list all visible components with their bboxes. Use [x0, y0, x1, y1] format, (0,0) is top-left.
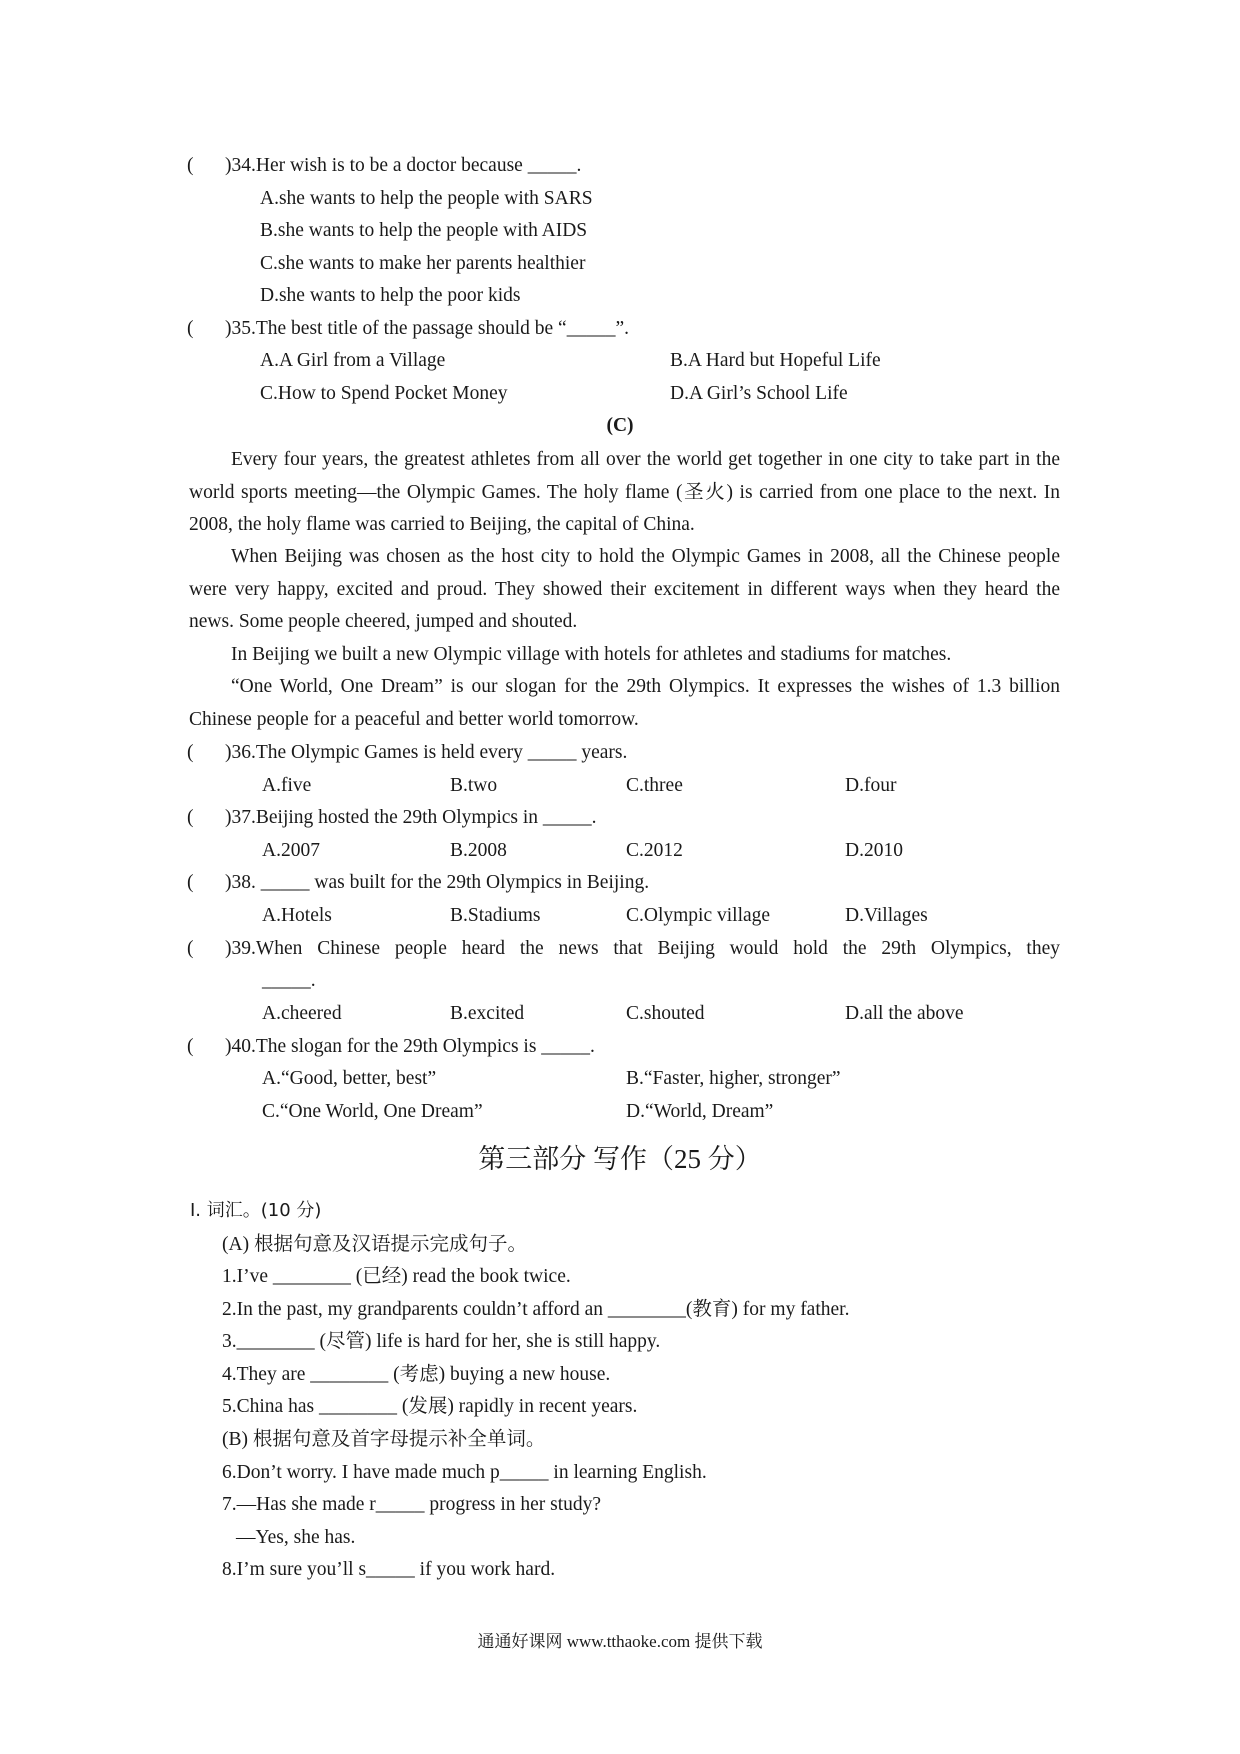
q40-option-a: A.“Good, better, best” — [262, 1068, 437, 1089]
q36-option-a: A.five — [262, 775, 312, 796]
q37-option-a: A.2007 — [262, 840, 320, 861]
vocab-sentence-3: 3.________ (尽管) life is hard for her, she is still happy. — [222, 1331, 661, 1352]
question-35-stem: )35.The best title of the passage should be “_____”. — [225, 318, 629, 339]
vocab-sentence-8: 8.I’m sure you’ll s_____ if you work hard. — [222, 1559, 556, 1580]
question-39-stem-continued: _____. — [262, 970, 316, 991]
q34-option-c: C.she wants to make her parents healthier — [260, 253, 586, 274]
q40-option-b: B.“Faster, higher, stronger” — [626, 1068, 841, 1089]
q35-option-d: D.A Girl’s School Life — [670, 383, 848, 404]
question-34-stem: )34.Her wish is to be a doctor because _____. — [225, 155, 582, 176]
q38-option-a: A.Hotels — [262, 905, 332, 926]
vocabulary-section-title: Ⅰ. 词汇。(10 分) — [190, 1200, 322, 1221]
q39-option-c: C.shouted — [626, 1003, 705, 1024]
subsection-b-instruction: (B) 根据句意及首字母提示补全单词。 — [222, 1429, 546, 1450]
q34-option-a: A.she wants to help the people with SARS — [260, 188, 593, 209]
q39-option-a: A.cheered — [262, 1003, 342, 1024]
q34-option-b: B.she wants to help the people with AIDS — [260, 220, 588, 241]
answer-bracket: ( — [187, 742, 194, 763]
answer-bracket: ( — [187, 155, 194, 176]
part-3-heading: 第三部分 写作（25 分） — [478, 1144, 762, 1174]
passage-paragraph-3: In Beijing we built a new Olympic village with hotels for athletes and stadiums for matches. — [231, 644, 952, 665]
question-40-stem: )40.The slogan for the 29th Olympics is _____. — [225, 1036, 595, 1057]
page-footer: 通通好课网 www.tthaoke.com 提供下载 — [477, 1632, 763, 1651]
subsection-a-instruction: (A) 根据句意及汉语提示完成句子。 — [222, 1234, 527, 1255]
vocab-sentence-6: 6.Don’t worry. I have made much p_____ in learning English. — [222, 1462, 707, 1483]
q36-option-b: B.two — [450, 775, 498, 796]
q39-option-d: D.all the above — [845, 1003, 964, 1024]
passage-paragraph-2: When Beijing was chosen as the host city to hold the Olympic Games in 2008, all the Chinese people were very happy, excited and proud. They showed their excitement in different ways when they heard the news. Some people cheered, jumped and shouted. — [189, 546, 1060, 632]
q34-option-d: D.she wants to help the poor kids — [260, 285, 521, 306]
vocab-sentence-4: 4.They are ________ (考虑) buying a new house. — [222, 1364, 611, 1385]
answer-bracket: ( — [187, 807, 194, 828]
q37-option-b: B.2008 — [450, 840, 507, 861]
vocab-sentence-2: 2.In the past, my grandparents couldn’t afford an ________(教育) for my father. — [222, 1299, 850, 1320]
vocab-sentence-1: 1.I’ve ________ (已经) read the book twice. — [222, 1266, 571, 1287]
q35-option-a: A.A Girl from a Village — [260, 350, 446, 371]
q38-option-c: C.Olympic village — [626, 905, 771, 926]
q38-option-b: B.Stadiums — [450, 905, 541, 926]
answer-bracket: ( — [187, 872, 194, 893]
q39-option-b: B.excited — [450, 1003, 525, 1024]
q40-option-c: C.“One World, One Dream” — [262, 1101, 483, 1122]
question-38-stem: )38. _____ was built for the 29th Olympics in Beijing. — [225, 872, 650, 893]
q37-option-d: D.2010 — [845, 840, 903, 861]
q38-option-d: D.Villages — [845, 905, 928, 926]
answer-bracket: ( — [187, 318, 194, 339]
answer-bracket: ( — [187, 938, 194, 959]
passage-paragraph-4: “One World, One Dream” is our slogan for the 29th Olympics. It expresses the wishes of 1.3 billion Chinese people for a peaceful and better world tomorrow. — [189, 676, 1060, 730]
question-39-stem: )39.When Chinese people heard the news that Beijing would hold the 29th Olympics, they — [225, 938, 1060, 959]
q40-option-d: D.“World, Dream” — [626, 1101, 774, 1122]
vocab-sentence-7-answer: —Yes, she has. — [236, 1527, 356, 1548]
question-36-stem: )36.The Olympic Games is held every _____ years. — [225, 742, 628, 763]
section-c-label: (C) — [606, 415, 634, 436]
q36-option-c: C.three — [626, 775, 683, 796]
vocab-sentence-7: 7.—Has she made r_____ progress in her study? — [222, 1494, 602, 1515]
q36-option-d: D.four — [845, 775, 897, 796]
passage-paragraph-1: Every four years, the greatest athletes from all over the world get together in one city to take part in the world sports meeting—the Olympic Games. The holy flame (圣火) is carried from one place to the next. In 2008, the holy flame was carried to Beijing, the capital of China. — [189, 449, 1060, 535]
q35-option-c: C.How to Spend Pocket Money — [260, 383, 508, 404]
q35-option-b: B.A Hard but Hopeful Life — [670, 350, 881, 371]
answer-bracket: ( — [187, 1036, 194, 1057]
question-37-stem: )37.Beijing hosted the 29th Olympics in _____. — [225, 807, 597, 828]
vocab-sentence-5: 5.China has ________ (发展) rapidly in recent years. — [222, 1396, 638, 1417]
q37-option-c: C.2012 — [626, 840, 683, 861]
